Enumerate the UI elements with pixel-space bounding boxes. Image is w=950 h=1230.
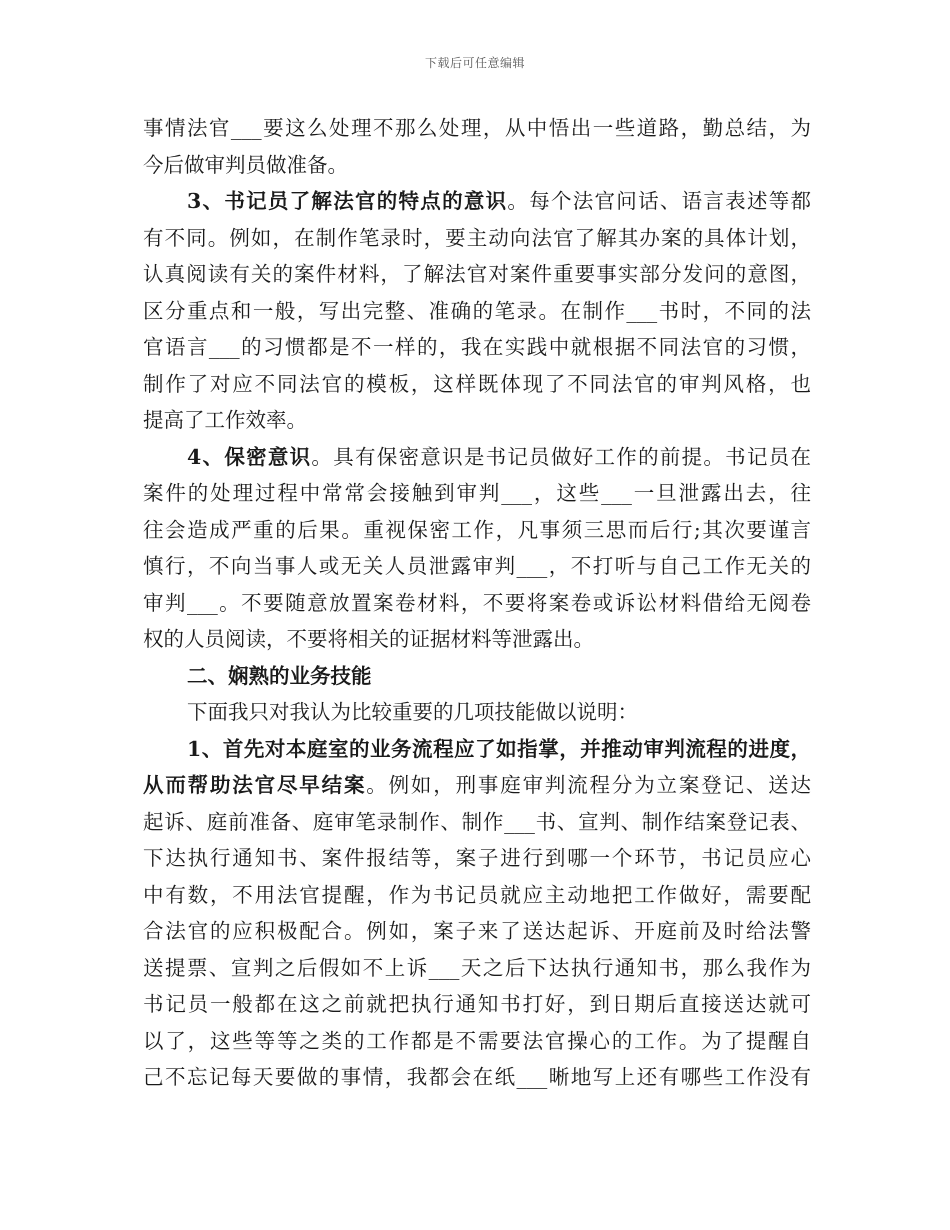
text-line: 今后做审判员做准备。 [143, 152, 348, 177]
text-line: 认真阅读有关的案件材料，了解法官对案件重要事实部分发问的意图， [143, 262, 811, 286]
text-line: 以了，这些等等之类的工作都是不需要法官操心的工作。为了提醒自 [143, 1028, 811, 1053]
text-line: 事情法官___要这么处理不那么处理，从中悟出一些道路，勤总结，为 [143, 116, 811, 140]
text-span: 。每个法官问话、语言表述等都 [507, 189, 812, 213]
section-heading-4: 4、保密意识 [187, 444, 312, 469]
text-line: 送提票、宣判之后假如不上诉___天之后下达执行通知书，那么我作为 [143, 955, 811, 980]
text-line: 官语言___的习惯都是不一样的，我在实践中就根据不同法官的习惯， [143, 335, 811, 359]
text-line: 合法官的应积极配合。例如，案子来了送达起诉、开庭前及时给法警 [143, 919, 811, 943]
text-line: 书记员一般都在这之前就把执行通知书打好，到日期后直接送达就可 [143, 992, 811, 1016]
heading-line [143, 767, 811, 804]
section-heading-2: 二、娴熟的业务技能 [187, 663, 372, 688]
text-line: 中有数，不用法官提醒，作为书记员就应主动地把工作做好，需要配 [143, 882, 811, 907]
section-heading-1-cont: 从而帮助法官尽早结案 [143, 773, 367, 797]
section-heading-1: 1、首先对本庭室的业务流程应了如指掌，并推动审判流程的进度， [187, 736, 811, 761]
text-line: 往会造成严重的后果。重视保密工作，凡事须三思而后行;其次要谨言 [143, 517, 811, 542]
text-line: 有不同。例如，在制作笔录时，要主动向法官了解其办案的具体计划， [143, 225, 811, 250]
text-span: 。具有保密意识是书记员做好工作的前提。书记员在 [311, 444, 811, 469]
page-header: 下载后可任意编辑 [424, 56, 525, 70]
text-line: 权的人员阅读，不要将相关的证据材料等泄露出。 [143, 627, 594, 651]
text-line: 提高了工作效率。 [143, 408, 307, 432]
text-line: 审判___。不要随意放置案卷材料，不要将案卷或诉讼材料借给无阅卷 [143, 590, 811, 615]
text-line: 起诉、庭前准备、庭审笔录制作、制作___书、宣判、制作结案登记表、 [143, 809, 811, 834]
heading-line [143, 439, 811, 476]
text-line: 下面我只对我认为比较重要的几项技能做以说明： [187, 700, 638, 724]
document-body [143, 110, 811, 1096]
text-line: 己不忘记每天要做的事情，我都会在纸___晰地写上还有哪些工作没有 [143, 1065, 811, 1089]
text-line: 下达执行通知书、案件报结等，案子进行到哪一个环节，书记员应心 [143, 846, 811, 870]
text-line: 案件的处理过程中常常会接触到审判___，这些___一旦泄露出去，往 [143, 481, 811, 505]
section-heading-3: 3、书记员了解法官的特点的意识 [187, 189, 508, 213]
text-line: 区分重点和一般，写出完整、准确的笔录。在制作___书时，不同的法 [143, 298, 811, 323]
text-span: 。例如，刑事庭审判流程分为立案登记、送达 [366, 773, 812, 797]
text-line: 慎行，不向当事人或无关人员泄露审判___，不打听与自己工作无关的 [143, 554, 811, 578]
heading-line [143, 183, 811, 220]
text-line: 制作了对应不同法官的模板，这样既体现了不同法官的审判风格，也 [143, 371, 811, 396]
